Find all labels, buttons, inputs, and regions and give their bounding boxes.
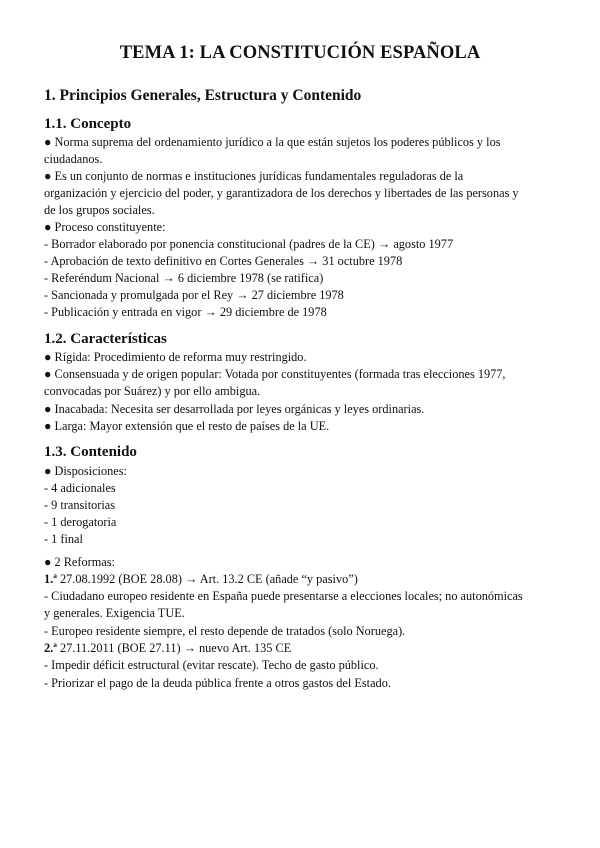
text-line: ● Norma suprema del ordenamiento jurídico a la que están sujetos los poderes públicos y los xyxy=(44,135,501,149)
subsection-heading-concepto: 1.1. Concepto xyxy=(44,116,132,132)
text-line: ● 2 Reformas: xyxy=(44,555,115,569)
subsection-heading-contenido: 1.3. Contenido xyxy=(44,444,137,460)
subsection-heading-caracteristicas: 1.2. Características xyxy=(44,331,167,347)
reform-1-line xyxy=(44,571,358,588)
text-line: - Europeo residente siempre, el resto depende de tratados (solo Noruega). xyxy=(44,624,406,638)
text-line: - 1 derogatoria xyxy=(44,515,117,529)
text-line: convocadas por Suárez) y por ello ambigua. xyxy=(44,384,261,398)
text-line: - Ciudadano europeo residente en España puede presentarse a elecciones locales; no autonómicas xyxy=(44,589,523,603)
reform-1-text: 27.08.1992 (BOE 28.08) → Art. 13.2 CE (añade “y pasivo”) xyxy=(56,572,358,586)
reform-2-text: 27.11.2011 (BOE 27.11) → nuevo Art. 135 CE xyxy=(56,641,292,655)
text-line: ● Proceso constituyente: xyxy=(44,220,166,234)
text-line: ciudadanos. xyxy=(44,152,103,166)
text-line: ● Rígida: Procedimiento de reforma muy restringido. xyxy=(44,350,307,364)
text-line: ● Es un conjunto de normas e instituciones jurídicas fundamentales reguladoras de la xyxy=(44,169,464,183)
text-line: - Aprobación de texto definitivo en Cortes Generales → 31 octubre 1978 xyxy=(44,254,403,268)
text-line: organización y ejercicio del poder, y garantizadora de los derechos y libertades de las personas y xyxy=(44,186,519,200)
reform-1-number: 1.ª xyxy=(44,572,57,586)
text-line: y generales. Exigencia TUE. xyxy=(44,606,185,620)
text-line: ● Inacabada: Necesita ser desarrollada por leyes orgánicas y leyes ordinarias. xyxy=(44,402,425,416)
text-line: ● Larga: Mayor extensión que el resto de países de la UE. xyxy=(44,419,330,433)
text-line: - Priorizar el pago de la deuda pública frente a otros gastos del Estado. xyxy=(44,676,391,690)
section-heading-1: 1. Principios Generales, Estructura y Contenido xyxy=(44,87,362,104)
text-line: de los grupos sociales. xyxy=(44,203,155,217)
text-line: - 9 transitorias xyxy=(44,498,116,512)
text-line: - Publicación y entrada en vigor → 29 diciembre de 1978 xyxy=(44,305,327,319)
text-line: ● Disposiciones: xyxy=(44,464,127,478)
text-line: ● Consensuada y de origen popular: Votada por constituyentes (formada tras elecciones 1977, xyxy=(44,367,506,381)
text-line: - Sancionada y promulgada por el Rey → 27 diciembre 1978 xyxy=(44,288,344,302)
document-title: TEMA 1: LA CONSTITUCIÓN ESPAÑOLA xyxy=(119,43,481,63)
reform-2-line xyxy=(44,640,291,657)
reform-2-number: 2.ª xyxy=(44,641,57,655)
text-line: - Referéndum Nacional → 6 diciembre 1978 (se ratifica) xyxy=(44,271,324,285)
text-line: - 1 final xyxy=(44,532,83,546)
text-line: - 4 adicionales xyxy=(44,481,116,495)
text-line: - Borrador elaborado por ponencia constitucional (padres de la CE) → agosto 1977 xyxy=(44,237,454,251)
text-line: - Impedir déficit estructural (evitar rescate). Techo de gasto público. xyxy=(44,658,379,672)
